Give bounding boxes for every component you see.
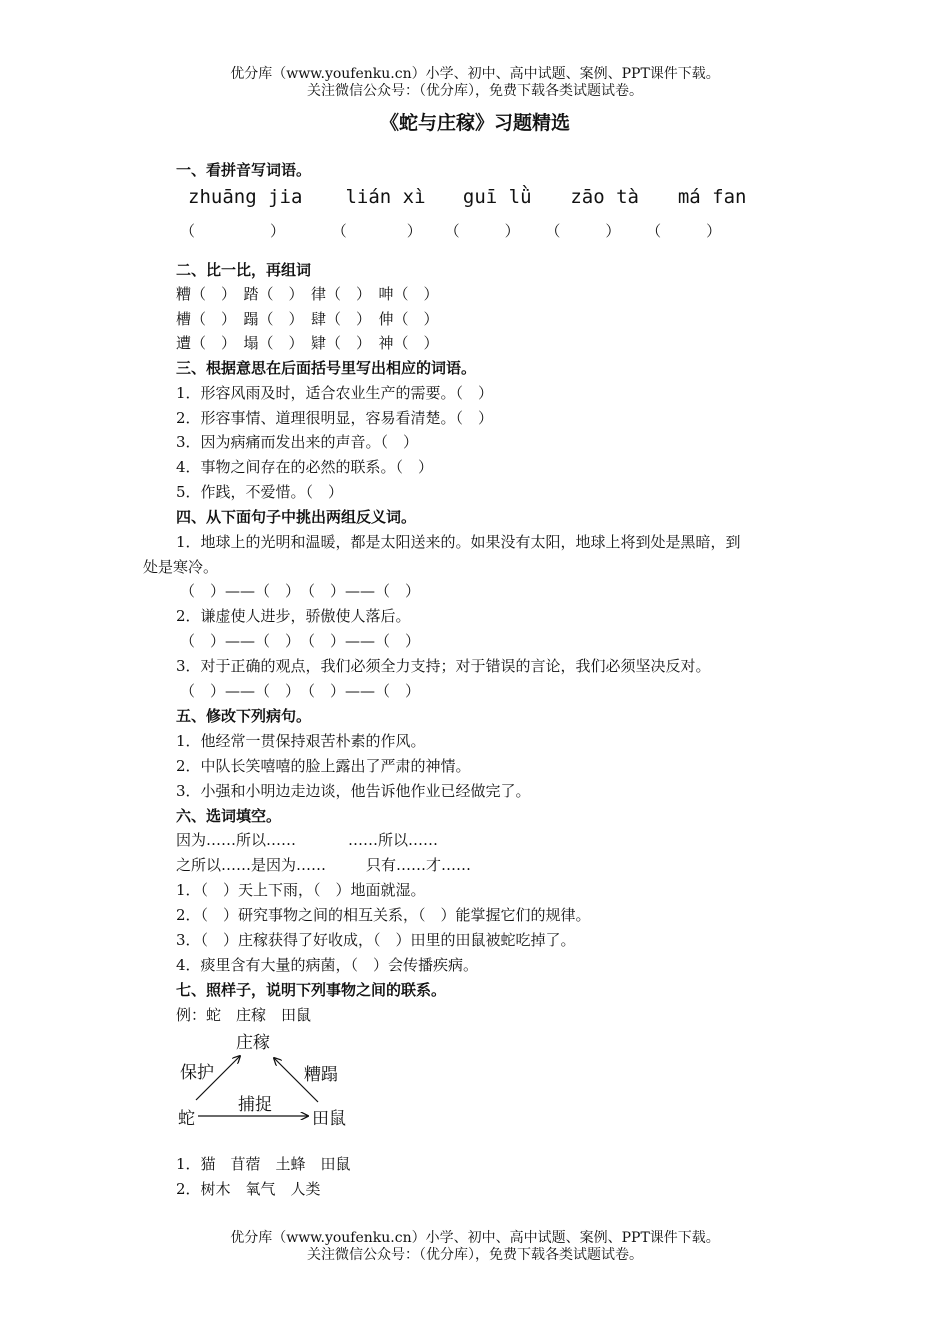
- antonym-sentence-2: 2．谦虚使人进步，骄傲使人落后。: [176, 607, 411, 625]
- section-3-heading: 三、根据意思在后面括号里写出相应的词语。: [176, 359, 477, 377]
- diagram-label-protect: 保护: [180, 1063, 214, 1083]
- section-1-heading: 一、看拼音写词语。: [176, 161, 312, 179]
- word-option-3: 之所以……是因为……: [176, 856, 327, 874]
- page-header: [0, 66, 950, 100]
- footer-line-1: 优分库（www.youfenku.cn）小学、初中、高中试题、案例、PPT课件下载。: [230, 1230, 720, 1246]
- antonym-pairs-2: （ ）——（ ） （ ）——（ ）: [180, 632, 421, 650]
- blank-2: （ ）: [331, 222, 422, 240]
- word-option-4: 只有……才……: [366, 856, 472, 874]
- footer-line-2: 关注微信公众号：（优分库），免费下载各类试题试卷。: [307, 1247, 643, 1263]
- compare-row-3: 遭（ ） 塌（ ） 肄（ ） 神（ ）: [176, 334, 439, 352]
- diagram-label-trample: 糟蹋: [304, 1065, 338, 1085]
- pinyin-row: [188, 186, 746, 208]
- relation-diagram: [172, 1030, 362, 1134]
- meaning-item-2: 2．形容事情、道理很明显，容易看清楚。（ ）: [176, 409, 494, 427]
- example-line: 例：蛇 庄稼 田鼠: [176, 1006, 312, 1024]
- antonym-sentence-3: 3．对于正确的观点，我们必须全力支持；对于错误的言论，我们必须坚决反对。: [176, 657, 711, 675]
- pinyin-5: má fan: [677, 186, 747, 208]
- header-line-1: 优分库（www.youfenku.cn）小学、初中、高中试题、案例、PPT课件下载。: [230, 66, 720, 82]
- section-5-heading: 五、修改下列病句。: [176, 707, 312, 725]
- pinyin-3: guī lǜ: [462, 186, 532, 208]
- diagram-node-snake: 蛇: [178, 1109, 195, 1129]
- word-option-1: 因为……所以……: [176, 831, 297, 849]
- pinyin-1: zhuāng jia: [188, 186, 303, 208]
- relation-item-2: 2．树木 氧气 人类: [176, 1180, 321, 1198]
- sick-sentence-3: 3．小强和小明边走边谈，他告诉他作业已经做完了。: [176, 782, 531, 800]
- blank-3: （ ）: [444, 222, 520, 240]
- meaning-item-5: 5．作践，不爱惜。（ ）: [176, 483, 344, 501]
- fill-item-1: 1．（ ）天上下雨，（ ）地面就湿。: [176, 881, 426, 899]
- antonym-pairs-3: （ ）——（ ） （ ）——（ ）: [180, 682, 421, 700]
- antonym-sentence-1a: 1．地球上的光明和温暖，都是太阳送来的。如果没有太阳，地球上将到处是黑暗，到: [176, 533, 741, 551]
- fill-item-3: 3．（ ）庄稼获得了好收成，（ ）田里的田鼠被蛇吃掉了。: [176, 931, 576, 949]
- meaning-item-4: 4．事物之间存在的必然的联系。（ ）: [176, 458, 434, 476]
- diagram-node-crops: 庄稼: [236, 1033, 270, 1053]
- page-title: 《蛇与庄稼》习题精选: [379, 112, 570, 134]
- header-line-2: 关注微信公众号：（优分库），免费下载各类试题试卷。: [307, 83, 643, 99]
- page-footer: [0, 1230, 950, 1264]
- pinyin-2: lián xì: [345, 186, 426, 208]
- compare-row-1: 糟（ ） 踏（ ） 律（ ） 呻（ ）: [176, 285, 439, 303]
- blank-4: （ ）: [545, 222, 621, 240]
- section-4-heading: 四、从下面句子中挑出两组反义词。: [176, 508, 417, 526]
- sick-sentence-2: 2．中队长笑嘻嘻的脸上露出了严肃的神情。: [176, 757, 471, 775]
- blank-5: （ ）: [646, 222, 722, 240]
- pinyin-4: zāo tà: [570, 186, 639, 208]
- antonym-pairs-1: （ ）——（ ） （ ）——（ ）: [180, 582, 421, 600]
- blank-1: （ ）: [180, 222, 286, 240]
- fill-item-2: 2．（ ）研究事物之间的相互关系，（ ）能掌握它们的规律。: [176, 906, 591, 924]
- fill-item-4: 4．痰里含有大量的病菌，（ ）会传播疾病。: [176, 956, 479, 974]
- section-2-heading: 二、比一比，再组词: [176, 261, 312, 279]
- meaning-item-1: 1．形容风雨及时，适合农业生产的需要。（ ）: [176, 384, 494, 402]
- pinyin-blanks-row: [180, 220, 721, 241]
- diagram-label-catch: 捕捉: [238, 1095, 272, 1115]
- antonym-sentence-1b: 处是寒冷。: [143, 558, 219, 576]
- section-6-heading: 六、选词填空。: [176, 807, 282, 825]
- word-option-2: ……所以……: [348, 831, 439, 849]
- meaning-item-3: 3．因为病痛而发出来的声音。（ ）: [176, 433, 419, 451]
- compare-row-2: 槽（ ） 蹋（ ） 肆（ ） 伸（ ）: [176, 310, 439, 328]
- section-7-heading: 七、照样子，说明下列事物之间的联系。: [176, 981, 447, 999]
- sick-sentence-1: 1．他经常一贯保持艰苦朴素的作风。: [176, 732, 426, 750]
- relation-item-1: 1．猫 苜蓿 土蜂 田鼠: [176, 1155, 351, 1173]
- diagram-node-field-mouse: 田鼠: [312, 1109, 346, 1129]
